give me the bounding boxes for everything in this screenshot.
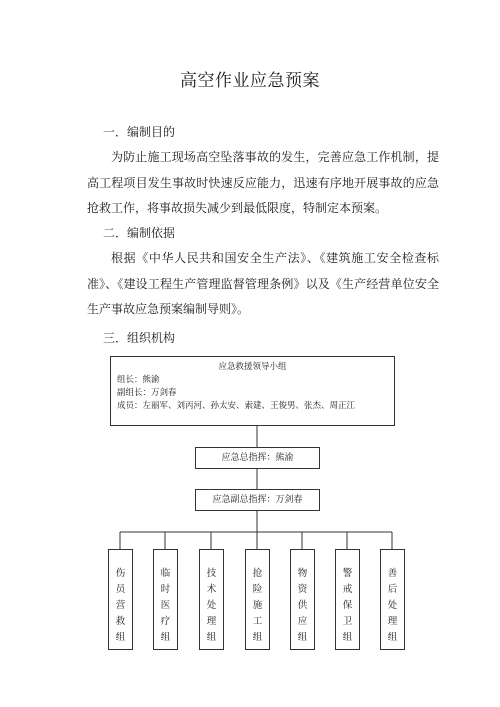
- section-heading-basis: 二．编制依据: [103, 226, 176, 240]
- leader-group-members: 成员：左丽军、刘丙河、孙太安、索建、王俊男、张杰、周正江: [117, 401, 356, 411]
- team-box: [199, 549, 224, 650]
- team-box: [245, 549, 270, 650]
- section-heading-organization: 三．组织机构: [103, 331, 176, 345]
- leader-group-title: 应急救援领导小组: [218, 362, 287, 372]
- document-title: 高空作业应急预案: [180, 71, 320, 91]
- leader-group-deputy: 副组长：万剑春: [117, 388, 177, 398]
- section-heading-purpose: 一．编制目的: [103, 125, 176, 139]
- team-box: [290, 549, 315, 650]
- team-label: 善后处理组: [387, 568, 398, 643]
- team-label: 技术处理组: [206, 568, 217, 643]
- team-label: 临时医疗组: [160, 568, 171, 643]
- team-box: [380, 549, 405, 650]
- team-box: [335, 549, 360, 650]
- team-box: [153, 549, 178, 650]
- team-box: [108, 549, 133, 650]
- team-label: 抢险施工组: [252, 568, 263, 643]
- deputy-commander-box: 应急副总指挥：万剑春: [195, 489, 320, 511]
- leader-group-leader: 组长：熊渝: [117, 375, 160, 385]
- section-paragraph-basis: 根据《中华人民共和国安全生产法》、《建筑施工安全检查标准》、《建设工程生产管理监督管理条例》以及《生产经营单位安全生产事故应急预案编制导则》。: [87, 251, 439, 316]
- leader-group-box: [110, 356, 395, 426]
- commander-box: 应急总指挥：熊渝: [195, 447, 320, 469]
- section-paragraph-purpose: 为防止施工现场高空坠落事故的发生，完善应急工作机制，提高工程项目发生事故时快速反应能力，迅速有序地开展事故的应急抢救工作，将事故损失减少到最低限度，特制定本预案。: [87, 150, 439, 215]
- team-label: 伤员营救组: [115, 568, 126, 643]
- team-label: 警戒保卫组: [342, 568, 353, 643]
- team-label: 物资供应组: [297, 568, 308, 643]
